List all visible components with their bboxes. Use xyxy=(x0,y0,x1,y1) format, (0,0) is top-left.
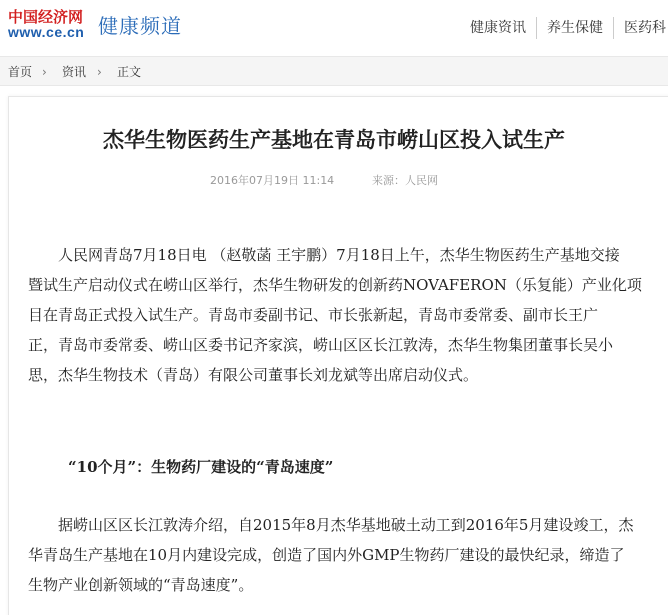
article-paragraph-2 xyxy=(28,510,662,600)
breadcrumb xyxy=(0,56,668,86)
top-nav xyxy=(460,17,668,39)
article-title: 杰华生物医药生产基地在青岛市崂山区投入试生产 xyxy=(103,127,565,152)
paragraph-line: 目在青岛正式投入试生产。青岛市委副书记、市长张新起，青岛市委常委、副市长王广 xyxy=(28,306,599,324)
logo-text: 中国经济网 xyxy=(8,8,84,26)
paragraph-line: 据崂山区区长江敦涛介绍，自2015年8月杰华基地破土动工到2016年5月建设竣工，杰 xyxy=(58,516,634,534)
channel-title[interactable]: 健康频道 xyxy=(98,14,182,38)
site-header xyxy=(0,0,668,50)
article-paragraph-1 xyxy=(28,240,662,390)
chevron-right-icon: › xyxy=(42,65,47,79)
article-subheading: “10个月”：生物药厂建设的“青岛速度” xyxy=(68,458,334,476)
article-source[interactable]: 来源：人民网 xyxy=(372,174,438,187)
breadcrumb-current: 正文 xyxy=(117,65,142,79)
logo-url: www.ce.cn xyxy=(8,24,85,40)
paragraph-line: 人民网青岛7月18日电 （赵敬菡 王宇鹏）7月18日上午，杰华生物医药生产基地交接 xyxy=(58,246,620,264)
paragraph-line: 正，青岛市委常委、崂山区委书记齐家滨，崂山区区长江敦涛，杰华生物集团董事长吴小 xyxy=(28,336,614,354)
article-date: 2016年07月19日 11:14 xyxy=(210,174,335,187)
site-logo[interactable] xyxy=(8,6,92,42)
nav-item-wellness[interactable]: 养生保健 xyxy=(537,17,614,39)
nav-item-medicine[interactable]: 医药科 xyxy=(624,20,666,36)
paragraph-line: 生物产业创新领域的“青岛速度”。 xyxy=(28,576,254,594)
breadcrumb-home[interactable]: 首页 xyxy=(8,65,33,79)
breadcrumb-news[interactable]: 资讯 xyxy=(62,65,87,79)
paragraph-line: 华青岛生产基地在10月内建设完成，创造了国内外GMP生物药厂建设的最快纪录，缔造了 xyxy=(28,546,625,564)
paragraph-line: 暨试生产启动仪式在崂山区举行，杰华生物研发的创新药NOVAFERON（乐复能）产业化项 xyxy=(28,276,642,294)
chevron-right-icon: › xyxy=(97,65,102,79)
nav-item-health-news[interactable]: 健康资讯 xyxy=(460,17,537,39)
paragraph-line: 思，杰华生物技术（青岛）有限公司董事长刘龙斌等出席启动仪式。 xyxy=(28,366,479,384)
